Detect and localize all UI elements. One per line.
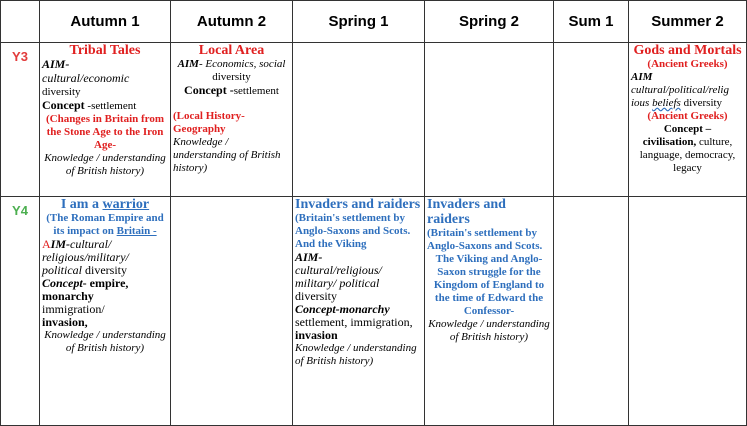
y3-autumn1-concept-text: -settlement	[87, 100, 137, 112]
y4-sum1-cell	[554, 197, 629, 426]
y3-summer2-cell	[629, 43, 747, 197]
header-spring-2: Spring 2	[425, 1, 554, 43]
y4-autumn1-aim-text: cultural/ religious/military/ political	[42, 237, 129, 277]
y3-summer2-concept-text: culture, language, democracy, legacy	[639, 136, 736, 174]
header-autumn-2: Autumn 2	[171, 1, 293, 43]
row-y4	[1, 197, 747, 426]
y3-autumn2-knowledge: Knowledge / understanding of British history)	[173, 136, 281, 174]
y3-summer2-title: Gods and Mortals	[633, 43, 742, 58]
row-y3	[1, 43, 747, 197]
y3-autumn2-detail: (Local History-Geography	[173, 110, 245, 135]
y4-spring1-title: Invaders and raiders	[295, 197, 421, 212]
y4-autumn1-detail-a: (The Roman Empire and its impact on	[46, 212, 164, 237]
header-corner	[1, 1, 40, 43]
y4-spring1-aim-text2: diversity	[295, 289, 337, 303]
y3-summer2-concept-label: Concept –	[663, 123, 712, 135]
y4-spring1-aim-label: AIM-	[295, 250, 323, 264]
y4-autumn2-cell	[171, 197, 293, 426]
y4-autumn1-aim-text2: diversity	[85, 263, 127, 277]
y4-autumn1-title-b: warrior	[102, 197, 150, 212]
y4-autumn1-cell	[40, 197, 171, 426]
y4-spring1-concept-text: settlement, immigration,	[295, 315, 413, 329]
y4-spring1-cell	[293, 197, 425, 426]
y3-autumn2-concept-text: settlement	[233, 85, 279, 97]
y3-spring1-cell	[293, 43, 425, 197]
y3-autumn2-cell	[171, 43, 293, 197]
y3-autumn2-aim-text2: diversity	[212, 71, 251, 83]
y3-autumn2-aim-social: social	[259, 58, 286, 70]
y4-autumn1-concept-label: Concept	[42, 276, 83, 290]
y3-summer2-aim-label: AIM	[631, 71, 653, 83]
y3-spring2-cell	[425, 43, 554, 197]
y4-spring2-detail: (Britain's settlement by Anglo-Saxons and Scots.	[427, 227, 543, 252]
y3-autumn2-title: Local Area	[198, 43, 265, 58]
y3-autumn2-concept-label: Concept -	[184, 83, 234, 97]
y4-spring2-cell	[425, 197, 554, 426]
y3-sum1-cell	[554, 43, 629, 197]
y3-autumn1-title: Tribal Tales	[69, 43, 141, 58]
y3-summer2-aim-diversity: diversity	[683, 97, 723, 109]
y3-autumn1-aim-text2: diversity	[42, 86, 81, 98]
y4-autumn1-aim-label: IM-	[50, 237, 71, 251]
y4-spring2-knowledge: Knowledge / understanding of British history)	[428, 318, 550, 343]
y3-summer2-sub: (Ancient Greeks)	[647, 58, 728, 70]
y4-spring2-detail2: The Viking and Anglo-Saxon struggle for the Kingdom of England to the time of Edward the Confessor-	[433, 253, 545, 317]
y3-autumn1-aim-text: cultural/economic	[42, 71, 130, 85]
y3-autumn2-aim-text: - Economics,	[198, 58, 257, 70]
y4-autumn1-knowledge: Knowledge / understanding of British history)	[44, 329, 166, 354]
header-sum-1: Sum 1	[554, 1, 629, 43]
y3-autumn1-knowledge: Knowledge / understanding of British history)	[44, 152, 166, 177]
year-label-y4: Y4	[1, 197, 40, 426]
header-autumn-1: Autumn 1	[40, 1, 171, 43]
y3-summer2-aim-beliefs: beliefs	[652, 97, 681, 109]
y4-spring1-detail: (Britain's settlement by Anglo-Saxons and Scots. And the Viking	[295, 212, 411, 250]
y3-summer2-concept-bold: civilisation,	[642, 136, 697, 148]
y4-spring1-aim-text: cultural/religious/ military/ political	[295, 263, 382, 290]
header-spring-1: Spring 1	[293, 1, 425, 43]
y3-autumn2-aim-label: AIM	[177, 58, 199, 70]
header-row	[1, 1, 747, 43]
y4-summer2-cell	[629, 197, 747, 426]
y3-summer2-sub2: (Ancient Greeks)	[647, 110, 728, 122]
y4-autumn1-detail-b: Britain -	[116, 225, 157, 237]
y4-autumn1-concept-text2: immigration/	[42, 302, 105, 316]
y4-autumn1-title-a: I am a	[60, 197, 99, 212]
y4-spring2-title: Invaders and raiders	[427, 197, 506, 227]
y3-summer2-aim-text: cultural/political/relig ious	[631, 84, 729, 109]
y3-autumn1-aim-label: AIM-	[42, 57, 70, 71]
y3-autumn1-concept-label: Concept	[42, 98, 85, 112]
y4-autumn1-concept-text: - empire, monarchy	[42, 276, 129, 303]
year-label-y3: Y3	[1, 43, 40, 197]
y3-autumn1-cell	[40, 43, 171, 197]
y4-autumn1-aim-prefix: A	[42, 237, 51, 251]
y4-spring1-knowledge: Knowledge / understanding of British history)	[295, 342, 417, 367]
header-summer-2: Summer 2	[629, 1, 747, 43]
y3-autumn1-detail: (Changes in Britain from the Stone Age to the Iron Age-	[45, 113, 165, 151]
y4-spring1-concept-bold: invasion	[295, 328, 338, 342]
y4-autumn1-concept-text3: invasion,	[42, 315, 88, 329]
y4-spring1-concept-label: Concept-monarchy	[295, 302, 390, 316]
